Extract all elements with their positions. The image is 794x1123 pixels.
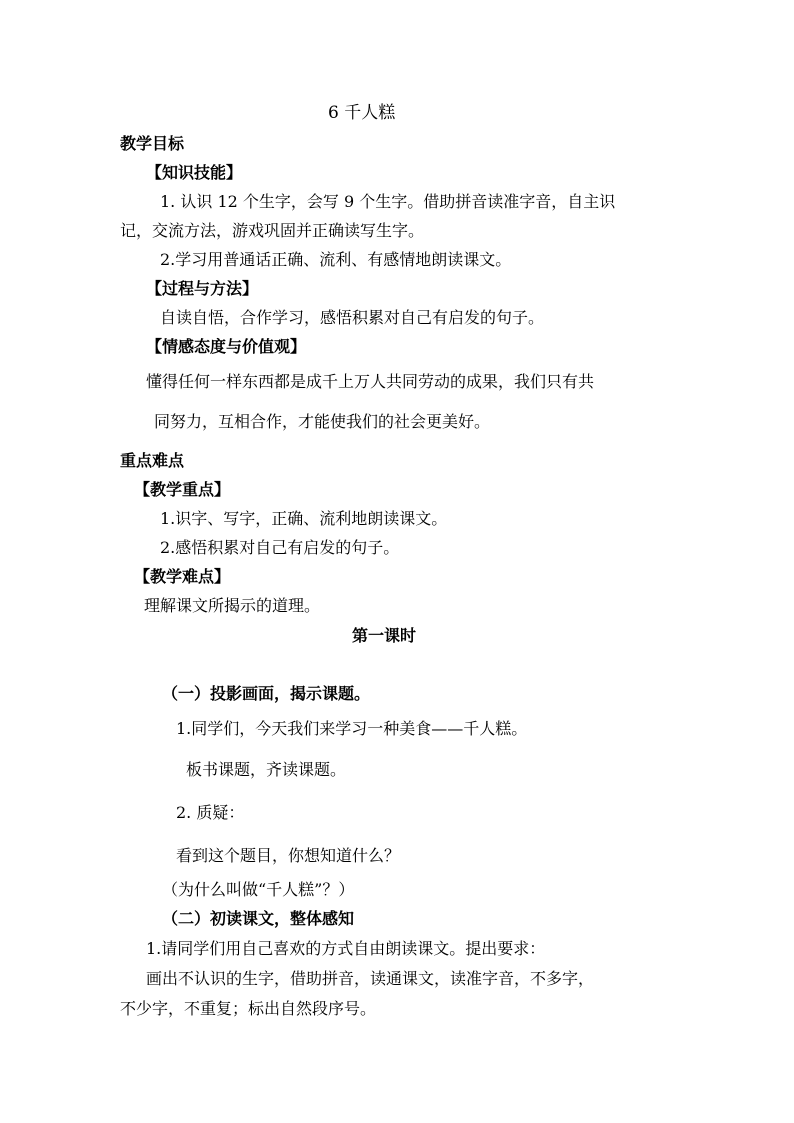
emotion-line: 懂得任何一样东西都是成千上万人共同劳动的成果，我们只有共: [146, 372, 595, 391]
lesson-heading: 第一课时: [352, 626, 417, 645]
difficulty-heading: 【教学难点】: [134, 567, 231, 586]
knowledge-line: 记，交流方法，游戏巩固并正确读写生字。: [120, 221, 425, 240]
part1-line: 1.同学们，今天我们来学习一种美食——千人糕。: [176, 719, 528, 738]
knowledge-line: 2.学习用普通话正确、流利、有感情地朗读课文。: [160, 250, 512, 269]
key-points-heading: 重点难点: [120, 451, 185, 470]
process-heading: 【过程与方法】: [146, 279, 259, 298]
goals-heading: 教学目标: [120, 134, 185, 153]
knowledge-line: 1. 认识 12 个生字，会写 9 个生字。借助拼音读准字音，自主识: [160, 192, 616, 211]
part1-line: 2. 质疑：: [176, 803, 245, 822]
focus-heading: 【教学重点】: [134, 480, 231, 499]
emotion-heading: 【情感态度与价值观】: [146, 337, 307, 356]
part2-line: 1.请同学们用自己喜欢的方式自由朗读课文。提出要求：: [146, 939, 546, 958]
part1-line: （为什么叫做“千人糕”？）: [162, 880, 355, 899]
focus-item: 1.识字、写字，正确、流利地朗读课文。: [160, 509, 448, 528]
knowledge-heading: 【知识技能】: [146, 163, 243, 182]
document-title: 6 千人糕: [328, 103, 396, 123]
part2-line: 不少字，不重复；标出自然段序号。: [120, 999, 377, 1018]
part2-line: 画出不认识的生字，借助拼音，读通课文，读准字音，不多字，: [146, 969, 595, 988]
difficulty-text: 理解课文所揭示的道理。: [144, 596, 321, 615]
focus-item: 2.感悟积累对自己有启发的句子。: [160, 538, 400, 557]
emotion-line: 同努力，互相合作，才能使我们的社会更美好。: [154, 412, 491, 431]
part1-heading: （一）投影画面，揭示课题。: [162, 684, 371, 703]
part1-line: 看到这个题目，你想知道什么？: [176, 846, 401, 865]
part1-line: 板书课题，齐读课题。: [186, 760, 347, 779]
process-text: 自读自悟，合作学习，感悟积累对自己有启发的句子。: [160, 308, 545, 327]
part2-heading: （二）初读课文，整体感知: [162, 909, 355, 928]
